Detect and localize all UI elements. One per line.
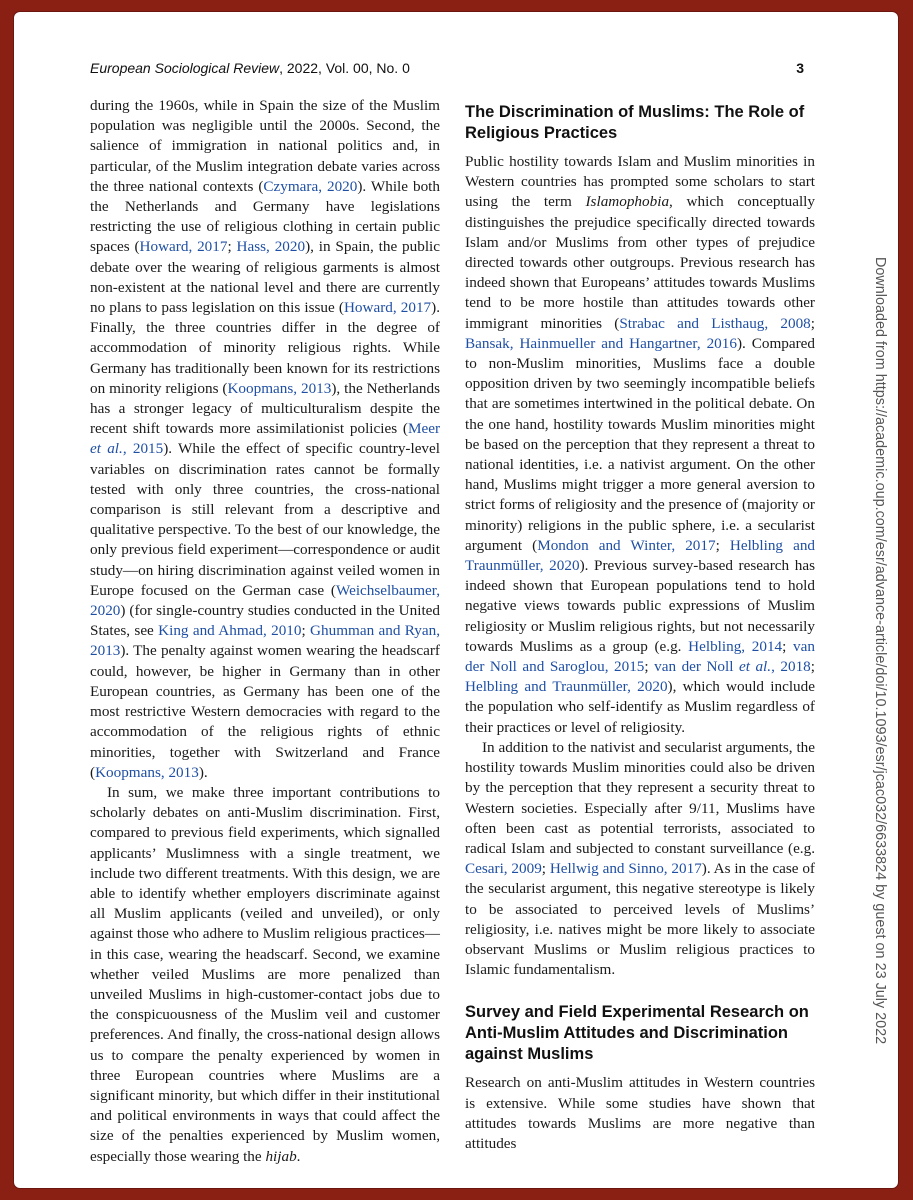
paragraph: In addition to the nativist and secularist arguments, the hostility towards Muslim minorities could also be driven by the perception that they represent a security threat to Western societies. Especially after 9/11, Muslims have often been cast as potential terrorists, associated to radical Islam and subjected to constant surveillance (e.g. Cesari, 2009; Hellwig and Sinno, 2017). As in the case of the secularist argument, this negative stereotype is likely to be associated to perceived levels of Muslims’ religiosity, i.e. natives might be more likely to associate observant Muslims or Muslim religious practices to Islamic fundamentalism. [465, 738, 815, 979]
journal-issue: , 2022, Vol. 00, No. 0 [279, 60, 410, 76]
citation-link[interactable]: Koopmans, 2013 [227, 379, 332, 397]
running-header [90, 60, 804, 76]
citation-link[interactable]: King and Ahmad, 2010 [158, 622, 302, 640]
citation-link[interactable]: Ghumman and Ryan, 2013 [90, 622, 440, 660]
citation-link[interactable]: Bansak, Hainmueller and Hangartner, 2016 [465, 334, 737, 352]
paragraph: during the 1960s, while in Spain the size of the Muslim population was negligible until the 2000s. Second, the salience of immigration in national politics and, in particular, of the Muslim integration debate varies across the three national contexts (Czymara, 2020). While both the Netherlands and Germany have legislations restricting the use of religious clothing in certain public spaces (Howard, 2017; Hass, 2020), in Spain, the public debate over the wearing of religious garments is almost non-existent at the national level and there are currently no plans to pass legislation on this issue (Howard, 2017). Finally, the three countries differ in the degree of accommodation of minority religious rights. While Germany has traditionally been known for its restrictions on minority religions (Koopmans, 2013), the Netherlands has a stronger legacy of multiculturalism despite the recent shift towards more assimilationist policies (Meer et al., 2015). While the effect of specific country-level variables on discrimination rates cannot be formally tested with only three countries, the cross-national comparison is still relevant from a descriptive and qualitative perspective. To the best of our knowledge, the only previous field experiment—correspondence or audit study—on hiring discrimination against veiled women in Europe focused on the German case (Weichselbaumer, 2020) (for single-country studies conducted in the United States, see King and Ahmad, 2010; Ghumman and Ryan, 2013). The penalty against women wearing the headscarf could, however, be higher in Germany than in other European countries, as Germany has been one of the most restrictive Western democracies with regard to the accommodation of the religious rights of ethnic minorities, together with Switzerland and France (Koopmans, 2013). [90, 97, 440, 781]
journal-title: European Sociological Review [90, 60, 280, 76]
citation-link[interactable]: Weichselbaumer, 2020 [90, 581, 440, 620]
citation-link[interactable]: Strabac and Listhaug, 2008 [619, 314, 811, 332]
citation-link[interactable]: Helbling and Traunmüller, 2020 [465, 536, 816, 575]
citation-link[interactable]: Mondon and Winter, 2017 [537, 536, 716, 554]
paragraph: In sum, we make three important contributions to scholarly debates on anti-Muslim discrimination. First, compared to previous field experiments, which signalled applicants’ Muslimness with a single treatment, we include two different treatments. With this design, we are able to identify whether employers discriminate against all Muslim applicants (veiled and unveiled), or only against those who adhere to Muslim religious practices—in this case, wearing the headscarf. Second, we examine whether veiled Muslims are more penalized than unveiled Muslims in high-customer-contact jobs due to the conspicuousness of the Muslim veil and customer preferences. And finally, the cross-national design allows us to compare the penalty experienced by women in three European countries where Muslims are a significant minority, but which differ in their institutional and political environments in ways that could affect the size of the penalties experienced by Muslim women, especially those wearing the hijab. [90, 783, 440, 1165]
citation-link[interactable]: Howard, 2017 [139, 238, 228, 256]
page-number: 3 [796, 60, 804, 76]
citation-link[interactable]: Hass, 2020 [236, 238, 306, 256]
citation-link[interactable]: van der Noll and Saroglou, 2015 [465, 637, 815, 676]
right-column [465, 96, 815, 1154]
download-watermark [862, 257, 894, 1045]
citation-link[interactable]: Cesari, 2009 [465, 860, 542, 878]
citation-link[interactable]: Czymara, 2020 [263, 177, 358, 195]
watermark-text: Downloaded from https://academic.oup.com/esr/advance-article/doi/10.1093/esr/jcac032/6633824 by guest on 23 July 2022 [872, 257, 888, 1045]
paper-page [14, 12, 898, 1188]
citation-link[interactable]: van der Noll et al., 2018 [654, 658, 811, 676]
citation-link[interactable]: Hellwig and Sinno, 2017 [549, 860, 702, 878]
citation-link[interactable]: Helbling and Traunmüller, 2020 [465, 678, 668, 696]
citation-link[interactable]: Helbling, 2014 [688, 637, 783, 655]
left-column [90, 96, 440, 1167]
citation-link[interactable]: Meer et al., 2015 [90, 420, 440, 458]
citation-link[interactable]: Koopmans, 2013 [95, 763, 199, 781]
citation-link[interactable]: Howard, 2017 [343, 299, 432, 317]
paragraph: Public hostility towards Islam and Muslim minorities in Western countries has prompted some scholars to start using the term Islamophobia, which conceptually distinguishes the prejudice specifically directed towards Islam and/or Muslims from other types of prejudice directed towards other outgroups. Previous research has indeed shown that Europeans’ attitudes towards Muslims tend to be more hostile than attitudes towards other immigrant minorities (Strabac and Listhaug, 2008; Bansak, Hainmueller and Hangartner, 2016). Compared to non-Muslim minorities, Muslims face a double opposition driven by two seemingly incompatible beliefs that are sometimes intertwined in the political debate. On the one hand, hostility towards Muslim minorities might be based on the perception that they represent a threat to national identities, i.e. a nativist argument. On the other hand, Muslims might trigger a more general aversion to strict forms of religiosity and the presence of (majority or minority) religions in the public sphere, i.e. a secularist argument (Mondon and Winter, 2017; Helbling and Traunmüller, 2020). Previous survey-based research has indeed shown that European populations tend to hold negative views towards public expressions of Muslim religiosity or Muslim religious rights, but not necessarily towards Muslims as a group (e.g. Helbling, 2014; van der Noll and Saroglou, 2015; van der Noll et al., 2018; Helbling and Traunmüller, 2020), which would include the population who self-identify as Muslim regardless of their practices or level of religiosity. [465, 153, 816, 736]
section-heading: The Discrimination of Muslims: The Role of Religious Practices [465, 103, 805, 142]
section-heading: Survey and Field Experimental Research on Anti-Muslim Attitudes and Discrimination against Muslims [465, 1003, 809, 1064]
paragraph: Research on anti-Muslim attitudes in Western countries is extensive. While some studies have shown that attitudes towards Muslims are more negative than attitudes [465, 1074, 815, 1152]
